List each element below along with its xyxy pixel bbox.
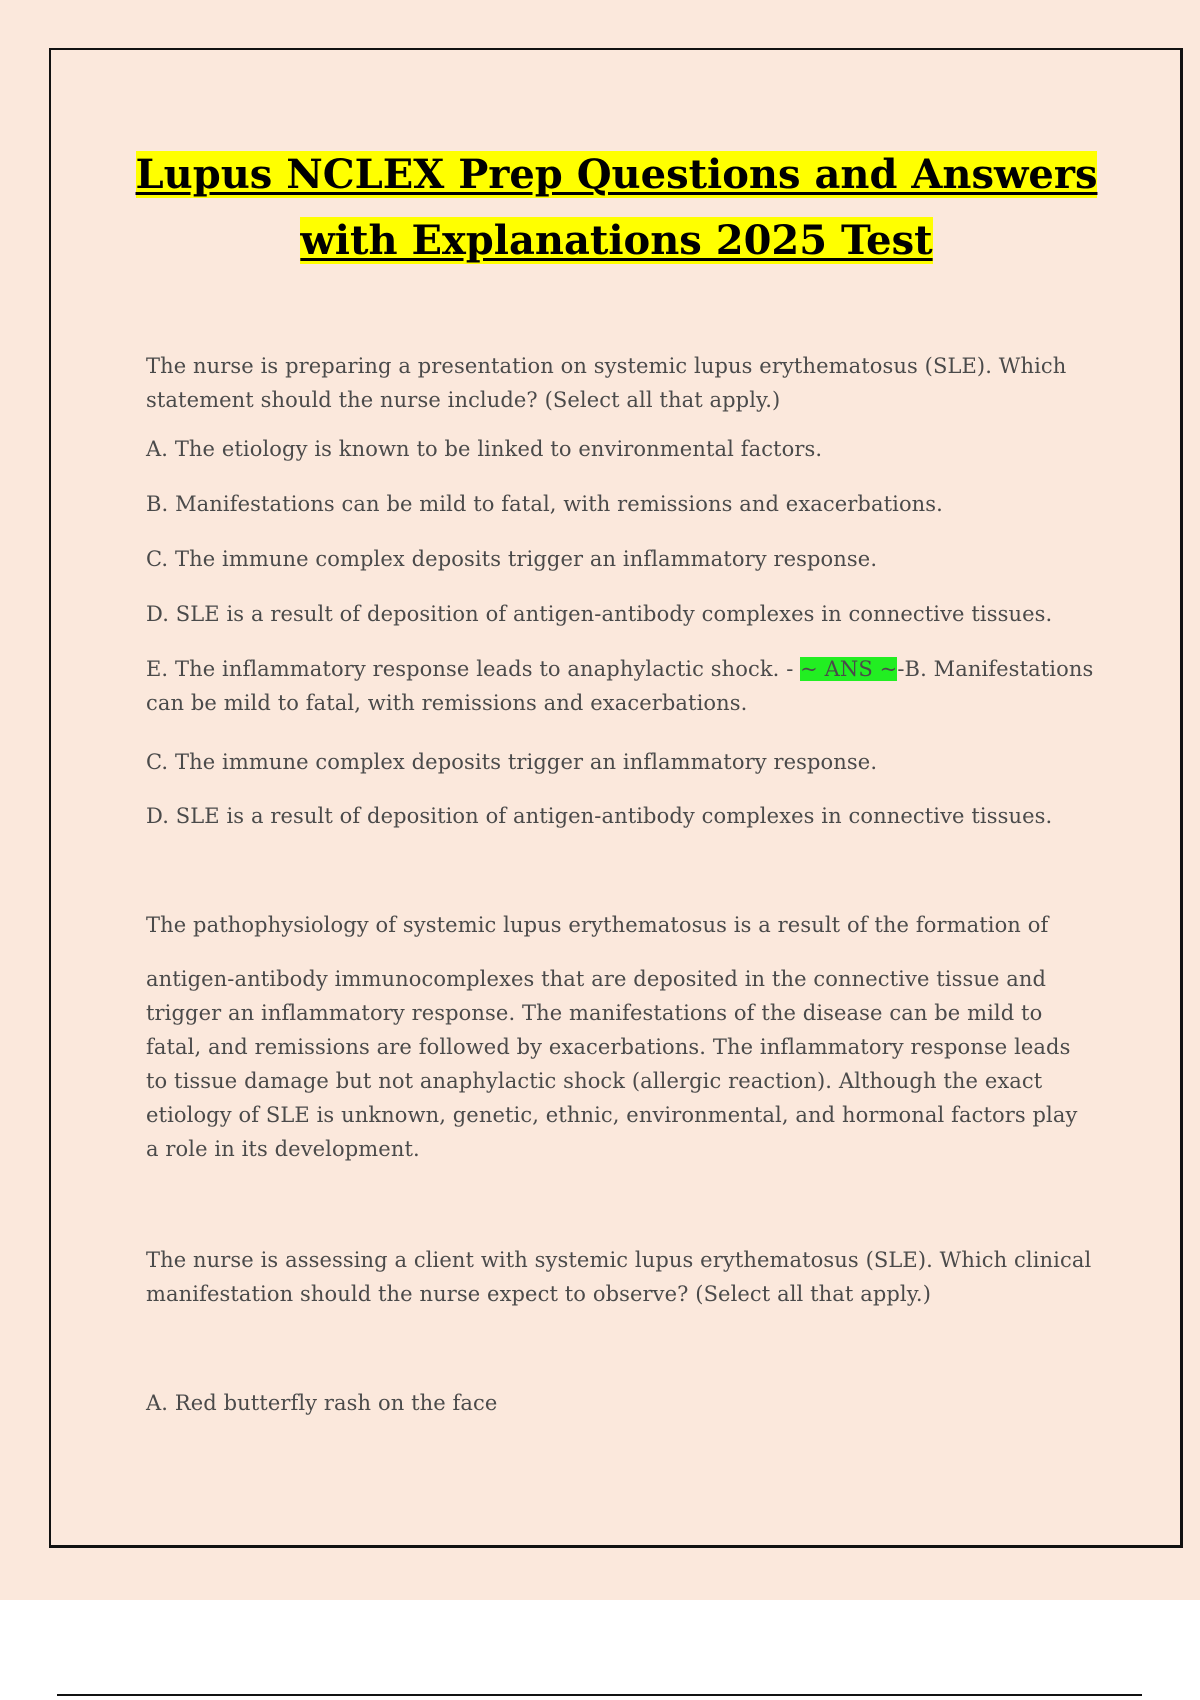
document-title bbox=[100, 142, 1133, 274]
question1-option-c: C. The immune complex deposits trigger an inflammatory response. bbox=[146, 547, 878, 571]
answer-line-d: D. SLE is a result of deposition of antigen-antibody complexes in connective tissues. bbox=[146, 804, 1053, 828]
question2-option-a: A. Red butterfly rash on the face bbox=[146, 1391, 498, 1415]
explanation-line-1: The pathophysiology of systemic lupus erythematosus is a result of the formation of bbox=[146, 913, 1049, 937]
question2-prompt: The nurse is assessing a client with systemic lupus erythematosus (SLE). Which clinical manifestation should the nurse expect to observe? (Select all that apply.) bbox=[146, 1248, 1092, 1306]
question1-prompt: The nurse is preparing a presentation on systemic lupus erythematosus (SLE). Which statement should the nurse include? (Select all that apply.) bbox=[146, 354, 1067, 412]
question1-option-b: B. Manifestations can be mild to fatal, with remissions and exacerbations. bbox=[146, 492, 943, 516]
question1-option-d: D. SLE is a result of deposition of antigen-antibody complexes in connective tissues. bbox=[146, 602, 1053, 626]
answer-start: -B. Manifestations can be mild to fatal, with remissions and exacerbations. bbox=[146, 657, 1094, 715]
answer-line-c: C. The immune complex deposits trigger an inflammatory response. bbox=[146, 750, 878, 774]
question1-option-e: E. The inflammatory response leads to anaphylactic shock. - bbox=[146, 657, 794, 681]
question1-option-e-with-answer bbox=[146, 652, 1096, 720]
document-title-text: Lupus NCLEX Prep Questions and Answers with Explanations 2025 Test bbox=[135, 151, 1098, 264]
explanation-paragraph: antigen-antibody immunocomplexes that are deposited in the connective tissue and trigger an inflammatory response. The manifestations of the disease can be mild to fatal, and remissions are followed by exacerbations. The inflammatory response leads to tissue damage but not anaphylactic shock (allergic reaction). Although the exact etiology of SLE is unknown, genetic, ethnic, environmental, and hormonal factors play a role in its development. bbox=[146, 967, 1078, 1161]
answer-marker: ~ ANS ~ bbox=[800, 657, 898, 681]
question1-option-a: A. The etiology is known to be linked to environmental factors. bbox=[146, 437, 823, 461]
page-bottom-rule bbox=[57, 1694, 1142, 1696]
